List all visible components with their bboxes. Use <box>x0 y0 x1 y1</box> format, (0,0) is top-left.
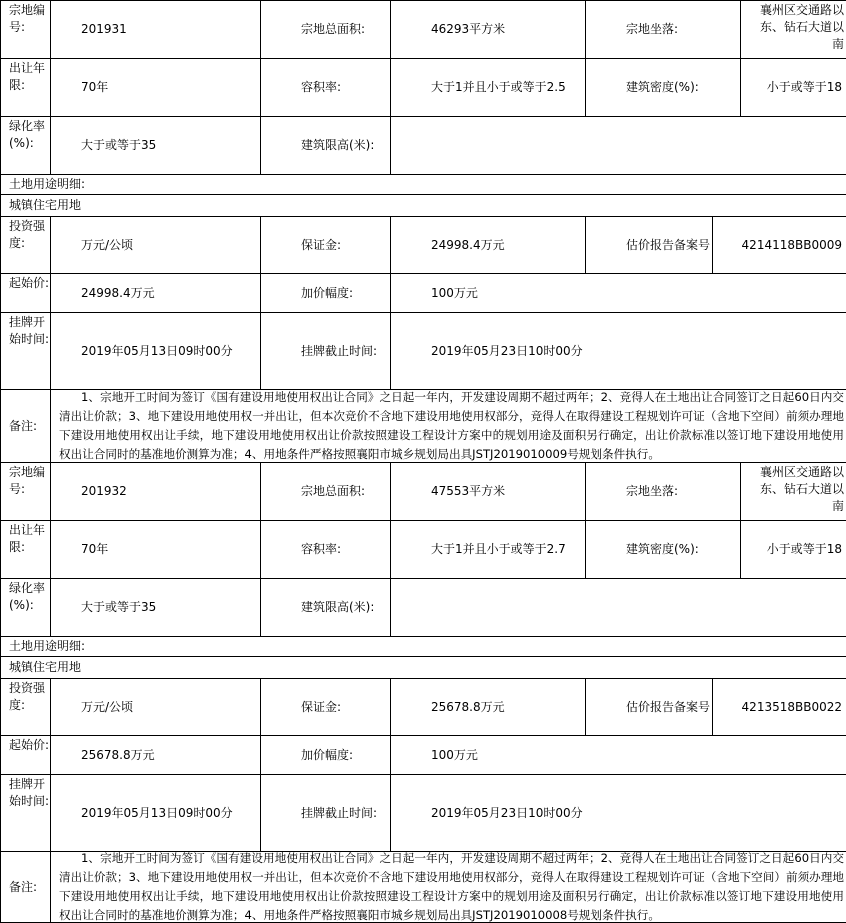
appraisal-label: 估价报告备案号 <box>585 678 713 736</box>
start-price-value: 24998.4万元 <box>50 273 261 313</box>
transfer-years-label: 出让年限: <box>0 520 51 579</box>
listing-start-label: 挂牌开始时间: <box>0 312 51 390</box>
transfer-years-value: 70年 <box>50 58 261 117</box>
height-limit-label: 建筑限高(米): <box>260 578 391 637</box>
increment-value: 100万元 <box>390 735 846 775</box>
height-limit-value <box>390 116 846 175</box>
location-label: 宗地坐落: <box>585 462 741 521</box>
increment-label: 加价幅度: <box>260 273 391 313</box>
parcel-no-label: 宗地编号: <box>0 462 51 521</box>
green-rate-value: 大于或等于35 <box>50 116 261 175</box>
remark-label: 备注: <box>0 389 51 463</box>
listing-end-label: 挂牌截止时间: <box>260 774 391 852</box>
deposit-label: 保证金: <box>260 216 391 274</box>
remark-label: 备注: <box>0 851 51 923</box>
height-limit-value <box>390 578 846 637</box>
transfer-years-value: 70年 <box>50 520 261 579</box>
listing-start-value: 2019年05月13日09时00分 <box>50 312 261 390</box>
start-price-label: 起始价: <box>0 273 51 313</box>
listing-start-label: 挂牌开始时间: <box>0 774 51 852</box>
total-area-value: 46293平方米 <box>390 0 586 59</box>
listing-end-label: 挂牌截止时间: <box>260 312 391 390</box>
parcel-no-label: 宗地编号: <box>0 0 51 59</box>
green-rate-value: 大于或等于35 <box>50 578 261 637</box>
density-label: 建筑密度(%): <box>585 520 741 579</box>
invest-label: 投资强度: <box>0 678 51 736</box>
appraisal-value: 4214118BB0009 <box>712 216 846 274</box>
land-use-value: 城镇住宅用地 <box>0 194 846 217</box>
total-area-value: 47553平方米 <box>390 462 586 521</box>
far-value: 大于1并且小于或等于2.5 <box>390 58 586 117</box>
land-use-label: 土地用途明细: <box>0 636 846 657</box>
green-rate-label: 绿化率(%): <box>0 578 51 637</box>
start-price-label: 起始价: <box>0 735 51 775</box>
density-value: 小于或等于18 <box>740 520 846 579</box>
increment-label: 加价幅度: <box>260 735 391 775</box>
location-value: 襄州区交通路以东、钻石大道以南 <box>740 462 846 521</box>
land-use-value: 城镇住宅用地 <box>0 656 846 679</box>
listing-start-value: 2019年05月13日09时00分 <box>50 774 261 852</box>
remark-text: 1、宗地开工时间为签订《国有建设用地使用权出让合同》之日起一年内，开发建设周期不超过两年；2、竞得人在土地出让合同签订之日起60日内交清出让价款；3、地下建设用地使用权一并出让，但本次竞价不含地下建设用地使用权部分，竞得人在取得建设工程规划许可证（含地下空间）前须办理地下建设用地使用权出让手续，地下建设用地使用权出让价款按照建设工程设计方案中的规划用途及面积另行确定，出让价款标准以签订地下建设用地使用权出让合同时的基准地价测算为准；4、用地条件严格按照襄阳市城乡规划局出具JSTJ2019010009号规划条件执行。 <box>50 389 846 463</box>
listing-end-value: 2019年05月23日10时00分 <box>390 774 846 852</box>
density-value: 小于或等于18 <box>740 58 846 117</box>
far-value: 大于1并且小于或等于2.7 <box>390 520 586 579</box>
invest-value: 万元/公顷 <box>50 678 261 736</box>
total-area-label: 宗地总面积: <box>260 462 391 521</box>
far-label: 容积率: <box>260 520 391 579</box>
appraisal-value: 4213518BB0022 <box>712 678 846 736</box>
deposit-value: 25678.8万元 <box>390 678 586 736</box>
far-label: 容积率: <box>260 58 391 117</box>
density-label: 建筑密度(%): <box>585 58 741 117</box>
total-area-label: 宗地总面积: <box>260 0 391 59</box>
remark-text: 1、宗地开工时间为签订《国有建设用地使用权出让合同》之日起一年内，开发建设周期不超过两年；2、竞得人在土地出让合同签订之日起60日内交清出让价款；3、地下建设用地使用权一并出让，但本次竞价不含地下建设用地使用权部分，竞得人在取得建设工程规划许可证（含地下空间）前须办理地下建设用地使用权出让手续，地下建设用地使用权出让价款按照建设工程设计方案中的规划用途及面积另行确定，出让价款标准以签订地下建设用地使用权出让合同时的基准地价测算为准；4、用地条件严格按照襄阳市城乡规划局出具JSTJ2019010008号规划条件执行。 <box>50 851 846 923</box>
start-price-value: 25678.8万元 <box>50 735 261 775</box>
appraisal-label: 估价报告备案号 <box>585 216 713 274</box>
listing-end-value: 2019年05月23日10时00分 <box>390 312 846 390</box>
parcel-no-value: 201932 <box>50 462 261 521</box>
height-limit-label: 建筑限高(米): <box>260 116 391 175</box>
deposit-label: 保证金: <box>260 678 391 736</box>
parcel-no-value: 201931 <box>50 0 261 59</box>
invest-label: 投资强度: <box>0 216 51 274</box>
increment-value: 100万元 <box>390 273 846 313</box>
location-value: 襄州区交通路以东、钻石大道以南 <box>740 0 846 59</box>
invest-value: 万元/公顷 <box>50 216 261 274</box>
location-label: 宗地坐落: <box>585 0 741 59</box>
green-rate-label: 绿化率(%): <box>0 116 51 175</box>
transfer-years-label: 出让年限: <box>0 58 51 117</box>
land-use-label: 土地用途明细: <box>0 174 846 195</box>
deposit-value: 24998.4万元 <box>390 216 586 274</box>
